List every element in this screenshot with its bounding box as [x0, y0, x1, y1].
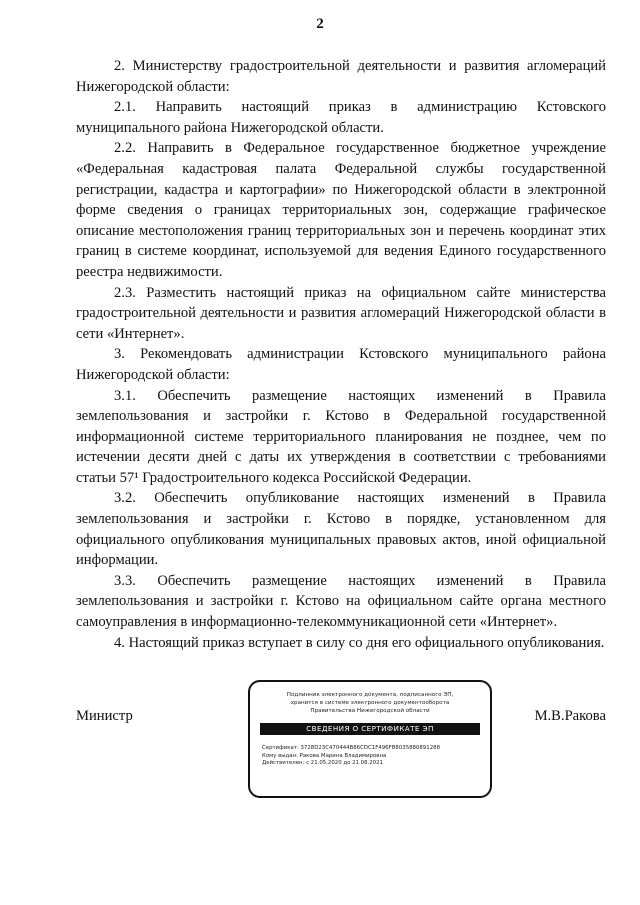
document-body [76, 56, 606, 653]
stamp-details [262, 745, 478, 768]
stamp-header-line: хранится в системе электронного документооборота [290, 700, 450, 706]
stamp-header [250, 691, 490, 715]
paragraph-4: 4. Настоящий приказ вступает в силу со дня его официального опубликования. [114, 634, 605, 651]
paragraph-3-2: 3.2. Обеспечить опубликование настоящих изменений в Правила землепользования и застройки г. Кстово в порядке, установленном для официального опубликования муниципальных правовых актов, иной официальной информации. [76, 490, 606, 569]
stamp-banner: СВЕДЕНИЯ О СЕРТИФИКАТЕ ЭП [260, 723, 480, 735]
paragraph-3-3: 3.3. Обеспечить размещение настоящих изменений в Правила землепользования и застройки г. Кстово на официальном сайте органа местного самоуправления в информационно-телекоммуникационной сети «Интернет». [76, 572, 606, 631]
paragraph-2-2: 2.2. Направить в Федеральное государственное бюджетное учреждение «Федеральная кадастровая палата Федеральной службы государственной регистрации, кадастра и картографии» по Нижегородской области в электронной форме сведения о границах территориальных зон, содержащие графическое описание местоположения границ территориальных зон и перечень координат этих границ в системе координат, используемой для ведения Единого государственного реестра недвижимости. [76, 140, 606, 280]
electronic-signature-stamp [248, 680, 492, 798]
paragraph-3-1: 3.1. Обеспечить размещение настоящих изменений в Правила землепользования и застройки г. Кстово в Федеральной государственной информационной системе территориального планирования не позднее, чем по истечении десяти дней с даты их утверждения в соответствии с требованиями статьи 57¹ Градостроительного кодекса Российской Федерации. [76, 387, 606, 486]
signature-block [76, 680, 606, 810]
stamp-header-line: Правительства Нижегородской области [310, 708, 430, 714]
paragraph-2-3: 2.3. Разместить настоящий приказ на официальном сайте министерства градостроительной деятельности и развития агломераций Нижегородской области в сети «Интернет». [76, 284, 606, 342]
certificate-validity: Действителен: с 21.05.2020 до 21.08.2021 [262, 760, 383, 766]
signer-title: Министр [76, 708, 133, 724]
paragraph-3: 3. Рекомендовать администрации Кстовского муниципального района Нижегородской области: [76, 346, 606, 383]
paragraph-2: 2. Министерству градостроительной деятельности и развития агломераций Нижегородской области: [76, 58, 606, 95]
signer-name: М.В.Ракова [534, 708, 606, 724]
page-number: 2 [316, 16, 324, 32]
certificate-owner: Кому выдан: Ракова Марина Владимировна [262, 752, 387, 759]
paragraph-2-1: 2.1. Направить настоящий приказ в администрацию Кстовского муниципального района Нижегородской области. [76, 99, 606, 136]
certificate-number: Сертификат: 3728D23C470444B86CDC1F496FB8035880891288 [262, 745, 440, 751]
stamp-header-line: Подлинник электронного документа, подписанного ЭП, [286, 692, 454, 698]
